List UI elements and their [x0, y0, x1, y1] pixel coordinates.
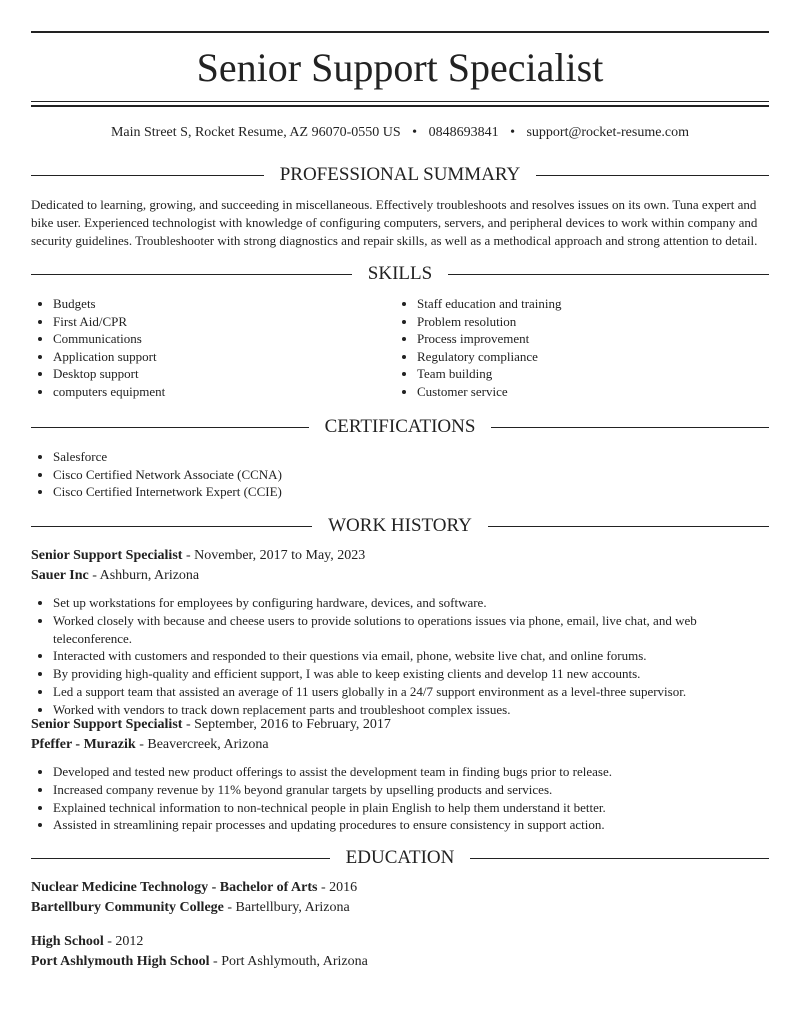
top-rule	[31, 31, 769, 33]
skill-item: • Regulatory compliance	[417, 348, 759, 366]
title-rule-thin	[31, 101, 769, 102]
job-company-line	[31, 735, 769, 755]
certifications-section-header	[31, 416, 769, 438]
education-degree-line	[31, 878, 769, 898]
section-rule-left	[31, 274, 352, 275]
contact-phone: 0848693841	[428, 125, 499, 140]
summary-text: Dedicated to learning, growing, and succeeding in miscellaneous. Effectively troubleshoots and resolves issues on its own. Tuna expert and bike user. Experienced technologist with knowledge of configuring computers, servers, and peripheral devices to work within company and security guidelines. Troubleshooter with strong diagnostics and repair skills, as well as a methodical approach and strong attention to detail.	[31, 197, 758, 248]
skill-item: • First Aid/CPR	[53, 313, 395, 331]
contact-separator: •	[412, 125, 418, 140]
education-school: Bartellbury Community College	[31, 900, 224, 915]
job-bullet: • Increased company revenue by 11% beyond granular targets by upselling products and services.	[53, 781, 769, 799]
skills-column-right	[395, 295, 759, 401]
job-title: Senior Support Specialist	[31, 548, 183, 563]
skills-column-left	[31, 295, 395, 401]
education-section-title: EDUCATION	[345, 847, 455, 868]
contact-email: support@rocket-resume.com	[526, 125, 690, 140]
job-bullet: • Set up workstations for employees by configuring hardware, devices, and software.	[53, 594, 769, 612]
section-rule-right	[470, 858, 769, 859]
education-year: - 2012	[103, 934, 144, 949]
job-company-line	[31, 566, 769, 586]
job-entry	[31, 715, 769, 834]
education-section-header	[31, 847, 769, 869]
summary-block	[31, 196, 769, 250]
skills-block	[31, 295, 769, 401]
job-dates: - November, 2017 to May, 2023	[182, 548, 366, 563]
education-school: Port Ashlymouth High School	[31, 954, 210, 969]
job-title-line	[31, 715, 769, 735]
section-rule-left	[31, 427, 309, 428]
contact-address: Main Street S, Rocket Resume, AZ 96070-0550 US	[110, 125, 401, 140]
section-rule-right	[491, 427, 769, 428]
section-rule-right	[448, 274, 769, 275]
section-rule-right	[536, 175, 769, 176]
work-section-title: WORK HISTORY	[328, 515, 472, 536]
job-bullet: • Assisted in streamlining repair processes and updating procedures to ensure consistency in support action.	[53, 816, 769, 834]
section-rule-right	[488, 526, 769, 527]
job-bullets	[31, 763, 769, 834]
education-school-line	[31, 952, 769, 972]
summary-section-header	[31, 164, 769, 186]
job-bullet: • Developed and tested new product offerings to assist the development team in finding bugs prior to release.	[53, 763, 769, 781]
skill-item: • Customer service	[417, 383, 759, 401]
section-rule-left	[31, 175, 264, 176]
certifications-block	[31, 448, 769, 501]
job-title-line	[31, 546, 769, 566]
job-bullet: • Worked with vendors to track down replacement parts and troubleshoot complex issues.	[53, 701, 769, 719]
job-bullet: • By providing high-quality and efficient support, I was able to keep existing clients and develop 11 new accounts.	[53, 665, 769, 683]
skill-item: • Process improvement	[417, 330, 759, 348]
section-rule-left	[31, 858, 330, 859]
skill-item: • Budgets	[53, 295, 395, 313]
job-location: - Beavercreek, Arizona	[135, 737, 269, 752]
education-degree-line	[31, 932, 769, 952]
education-school-line	[31, 898, 769, 918]
job-company: Pfeffer - Murazik	[31, 737, 136, 752]
job-bullets	[31, 594, 769, 719]
work-section-header	[31, 515, 769, 537]
job-company: Sauer Inc	[31, 568, 89, 583]
education-degree: High School	[31, 934, 104, 949]
skill-item: • Problem resolution	[417, 313, 759, 331]
certifications-section-title: CERTIFICATIONS	[324, 416, 476, 437]
skill-item: • Communications	[53, 330, 395, 348]
certification-item: • Cisco Certified Internetwork Expert (CCIE)	[53, 483, 769, 501]
skills-section-header	[31, 263, 769, 285]
job-bullet: • Explained technical information to non-technical people in plain English to help them understand it better.	[53, 799, 769, 817]
job-bullet: • Led a support team that assisted an average of 11 users globally in a 24/7 support environment as a level-three supervisor.	[53, 683, 769, 701]
skill-item: • computers equipment	[53, 383, 395, 401]
contact-line	[31, 124, 769, 142]
certification-item: • Cisco Certified Network Associate (CCNA)	[53, 466, 769, 484]
job-title: Senior Support Specialist	[31, 717, 183, 732]
section-rule-left	[31, 526, 312, 527]
skills-section-title: SKILLS	[367, 263, 433, 284]
job-bullet: • Interacted with customers and responded to their questions via email, phone, website live chat, and online forums.	[53, 647, 769, 665]
title-rule-thick	[31, 105, 769, 107]
education-year: - 2016	[317, 880, 358, 895]
education-location: - Bartellbury, Arizona	[223, 900, 350, 915]
job-dates: - September, 2016 to February, 2017	[182, 717, 391, 732]
summary-section-title: PROFESSIONAL SUMMARY	[279, 164, 521, 185]
education-degree: Nuclear Medicine Technology - Bachelor of Arts	[31, 880, 318, 895]
skill-item: • Desktop support	[53, 365, 395, 383]
certification-item: • Salesforce	[53, 448, 769, 466]
job-bullet: • Worked closely with because and cheese users to provide solutions to operations issues via phone, email, live chat, and web teleconference.	[53, 612, 769, 648]
skill-item: • Application support	[53, 348, 395, 366]
skill-item: • Team building	[417, 365, 759, 383]
education-location: - Port Ashlymouth, Arizona	[209, 954, 368, 969]
job-location: - Ashburn, Arizona	[88, 568, 200, 583]
skill-item: • Staff education and training	[417, 295, 759, 313]
contact-separator: •	[510, 125, 515, 140]
page-title: Senior Support Specialist	[196, 45, 604, 90]
job-entry	[31, 546, 769, 719]
education-entry	[31, 932, 769, 972]
education-entry	[31, 878, 769, 918]
